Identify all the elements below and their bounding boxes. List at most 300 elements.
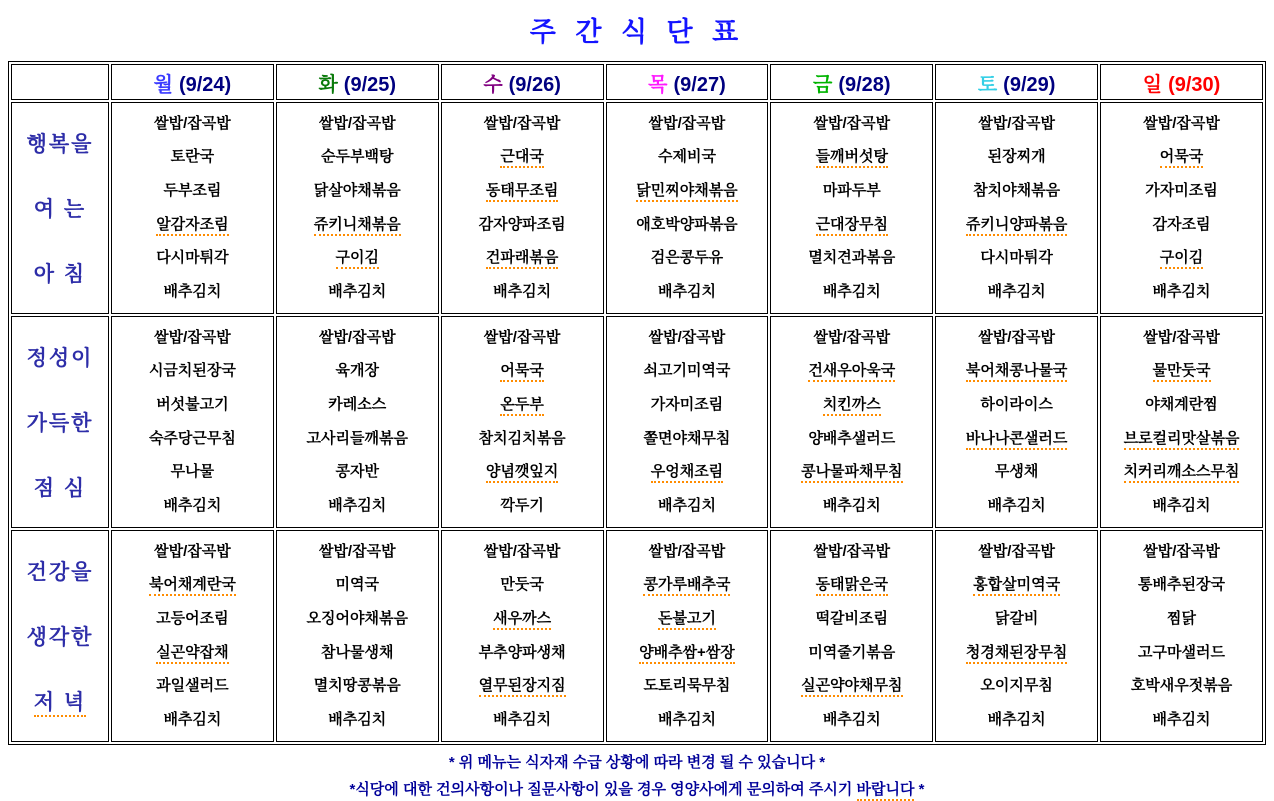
menu-item-text: 무생채 [994, 463, 1039, 481]
menu-item [607, 430, 768, 448]
menu-item-text: 쌀밥/잡곡밥 [978, 542, 1055, 560]
menu-item-text: 근대장무침 [816, 216, 888, 236]
menu-item-text: 깍두기 [500, 497, 544, 515]
menu-item-text: 쌀밥/잡곡밥 [1143, 328, 1220, 346]
day-header-cell [1100, 64, 1263, 100]
menu-item [936, 362, 1097, 380]
menu-item-text: 두부조림 [163, 182, 222, 200]
meal-section-label-text: 정성이 [26, 346, 94, 370]
meal-section-row [11, 102, 1263, 314]
menu-item-text: 마파두부 [822, 182, 881, 200]
menu-cell [1100, 530, 1263, 742]
menu-item [277, 182, 438, 200]
menu-item [442, 644, 603, 662]
menu-item-text: 무나물 [170, 463, 215, 481]
menu-item-text: 알감자조림 [156, 216, 228, 236]
menu-item-text: 검은콩두유 [650, 249, 724, 267]
menu-item [607, 576, 768, 594]
menu-item [442, 396, 603, 414]
menu-item-text: 배추김치 [493, 711, 552, 729]
menu-item [771, 497, 932, 515]
menu-cell [1100, 316, 1263, 528]
menu-item [771, 610, 932, 628]
menu-item [277, 430, 438, 448]
menu-cell-content [442, 533, 603, 739]
menu-item-text: 부추양파생채 [478, 643, 566, 661]
menu-item-text: 카레소스 [328, 396, 387, 414]
menu-item-text: 쌀밥/잡곡밥 [813, 328, 891, 346]
menu-item-text: 양념깻잎지 [486, 463, 558, 483]
meal-section-label-text: 여 는 [33, 197, 87, 221]
menu-item [771, 463, 932, 481]
day-name-label: 일 [1142, 73, 1163, 96]
menu-item-text: 찜닭 [1167, 610, 1197, 628]
menu-item-text: 북어채계란국 [149, 576, 236, 596]
menu-item-text: 콩가루배추국 [643, 576, 730, 596]
menu-cell [606, 102, 769, 314]
menu-item [442, 362, 603, 380]
menu-item [1101, 396, 1262, 414]
menu-item-text: 근대국 [500, 148, 543, 168]
menu-item [1101, 115, 1262, 133]
menu-item-text: 배추김치 [657, 283, 716, 301]
menu-item [277, 711, 438, 729]
menu-item [112, 283, 273, 301]
menu-item-text: 닭살야채볶음 [313, 182, 401, 200]
menu-item [112, 677, 273, 695]
menu-item [277, 610, 438, 628]
menu-item [442, 677, 603, 695]
menu-item [1101, 362, 1262, 380]
menu-cell-content [112, 105, 273, 311]
menu-cell-content [936, 105, 1097, 311]
menu-item [771, 216, 932, 234]
menu-cell-content [112, 533, 273, 739]
menu-item [936, 711, 1097, 729]
menu-cell-content [277, 105, 438, 311]
menu-item [936, 249, 1097, 267]
menu-item [1101, 283, 1262, 301]
menu-item-text: 양배추쌈+쌈장 [639, 644, 735, 664]
corner-cell [11, 64, 109, 100]
menu-item-text: 미역줄기볶음 [808, 643, 896, 661]
menu-item-text: 배추김치 [1152, 283, 1211, 301]
meal-section-label [12, 110, 108, 306]
menu-cell-content [771, 319, 932, 525]
menu-cell-content [936, 533, 1097, 739]
menu-item [277, 249, 438, 267]
menu-item-text: 배추김치 [1152, 497, 1211, 515]
menu-cell-content [1101, 105, 1262, 311]
menu-item-text: 배추김치 [328, 497, 387, 515]
menu-item [936, 182, 1097, 200]
menu-item-text: 배추김치 [987, 497, 1046, 515]
meal-section-label-cell [11, 102, 109, 314]
meal-section-label-line [12, 342, 108, 372]
menu-item [112, 216, 273, 234]
menu-item-text: 배추김치 [1152, 711, 1211, 729]
menu-item-text: 양배추샐러드 [808, 429, 896, 447]
menu-cell-content [771, 105, 932, 311]
menu-cell [770, 102, 933, 314]
menu-item-text: 쥬키니양파볶음 [966, 216, 1067, 236]
menu-item-text: 실곤약야채무침 [801, 677, 902, 697]
menu-item-text: 배추김치 [822, 283, 881, 301]
menu-item-text: 쌀밥/잡곡밥 [483, 114, 561, 132]
menu-item-text: 쌀밥/잡곡밥 [978, 114, 1055, 132]
menu-item [936, 610, 1097, 628]
day-date-label: (9/24) [178, 73, 232, 96]
menu-item-text: 치킨까스 [823, 396, 881, 416]
menu-item [112, 644, 273, 662]
menu-cell-content [936, 319, 1097, 525]
menu-item [112, 576, 273, 594]
menu-item [607, 148, 768, 166]
menu-item [936, 644, 1097, 662]
menu-item [112, 711, 273, 729]
menu-item [442, 497, 603, 515]
meal-section-label-line [12, 472, 108, 502]
menu-cell [111, 530, 274, 742]
day-date-label: (9/26) [508, 73, 561, 96]
menu-item-text: 오이지무침 [980, 677, 1053, 695]
menu-cell [770, 316, 933, 528]
menu-cell-content [277, 319, 438, 525]
menu-item [442, 283, 603, 301]
menu-cell [606, 530, 769, 742]
menu-item-text: 야채계란찜 [1145, 396, 1218, 414]
menu-item [442, 711, 603, 729]
menu-item [771, 115, 932, 133]
menu-item [607, 216, 768, 234]
menu-item [1101, 182, 1262, 200]
meal-section-label-cell [11, 530, 109, 742]
menu-item-text: 콩나물파채무침 [801, 463, 902, 483]
menu-cell [770, 530, 933, 742]
menu-item-text: 쌀밥/잡곡밥 [648, 542, 726, 560]
menu-item [607, 463, 768, 481]
menu-item [1101, 463, 1262, 481]
menu-item [771, 543, 932, 561]
meal-section-row [11, 316, 1263, 528]
menu-item-text: 멸치땅콩볶음 [313, 677, 401, 695]
menu-item [442, 610, 603, 628]
menu-item [771, 283, 932, 301]
menu-item [607, 644, 768, 662]
menu-item [1101, 677, 1262, 695]
menu-item [277, 283, 438, 301]
menu-item [277, 115, 438, 133]
meal-section-label-line [12, 128, 108, 158]
menu-item [442, 182, 603, 200]
menu-cell-content [112, 319, 273, 525]
menu-item [771, 362, 932, 380]
footnote-text: 바랍니다 [857, 781, 915, 801]
menu-cell-content [442, 319, 603, 525]
menu-item [112, 249, 273, 267]
menu-item-text: 미역국 [335, 576, 379, 594]
menu-item-text: 멸치견과볶음 [808, 249, 896, 267]
menu-item-text: 참치야채볶음 [973, 182, 1061, 200]
menu-item-text: 다시마튀각 [156, 249, 229, 267]
footnote-line [0, 751, 1274, 772]
menu-item-text: 쌀밥/잡곡밥 [154, 114, 231, 132]
menu-item [771, 576, 932, 594]
footnote-line [0, 778, 1274, 799]
menu-item-text: 쌀밥/잡곡밥 [1143, 542, 1220, 560]
menu-item [936, 497, 1097, 515]
menu-item [771, 148, 932, 166]
menu-item [936, 283, 1097, 301]
menu-item [607, 711, 768, 729]
menu-item [771, 249, 932, 267]
menu-item-text: 북어채콩나물국 [966, 362, 1067, 382]
menu-item-text: 오징어야채볶음 [306, 610, 408, 628]
menu-item [442, 463, 603, 481]
day-date-label: (9/30) [1168, 73, 1221, 96]
menu-item-text: 쥬키니채볶음 [314, 216, 401, 236]
day-header-cell [276, 64, 439, 100]
day-header-cell [606, 64, 769, 100]
menu-cell-content [1101, 533, 1262, 739]
menu-item-text: 닭갈비 [994, 610, 1039, 628]
meal-section-row [11, 530, 1263, 742]
day-header-cell [441, 64, 604, 100]
menu-item [1101, 610, 1262, 628]
menu-cell-content [771, 533, 932, 739]
menu-item-text: 우엉채조림 [651, 463, 723, 483]
meal-section-label-text: 건강을 [26, 560, 94, 584]
menu-item-text: 배추김치 [328, 283, 387, 301]
menu-item-text: 도토리묵무침 [643, 677, 731, 695]
menu-item [936, 148, 1097, 166]
day-name-label: 목 [648, 73, 668, 96]
menu-item-text: 열무된장지짐 [479, 677, 566, 697]
menu-item-text: 배추김치 [328, 711, 387, 729]
menu-item [936, 396, 1097, 414]
menu-item-text: 배추김치 [163, 283, 222, 301]
menu-item-text: 쌀밥/잡곡밥 [318, 328, 396, 346]
menu-item-text: 동태무조림 [486, 182, 558, 202]
menu-item [112, 463, 273, 481]
menu-item [277, 362, 438, 380]
menu-cell [441, 530, 604, 742]
menu-item-text: 쌀밥/잡곡밥 [483, 542, 561, 560]
menu-item-text: 감자양파조림 [478, 215, 566, 233]
menu-item-text: 배추김치 [987, 283, 1046, 301]
menu-item [607, 396, 768, 414]
menu-item [277, 543, 438, 561]
menu-cell [441, 316, 604, 528]
menu-item [112, 430, 273, 448]
day-date-label: (9/25) [343, 73, 397, 96]
footnote-text: * [914, 781, 925, 798]
menu-cell-content [607, 533, 768, 739]
menu-item-text: 고사리들깨볶음 [306, 429, 408, 447]
menu-cell [935, 102, 1098, 314]
menu-item-text: 건새우아욱국 [808, 362, 895, 382]
menu-cell [1100, 102, 1263, 314]
meal-section-label-text: 가득한 [26, 411, 94, 435]
menu-item [607, 677, 768, 695]
menu-item-text: 가자미조림 [1145, 182, 1218, 200]
menu-item-text: 청경채된장무침 [966, 644, 1067, 664]
menu-cell-content [607, 105, 768, 311]
menu-item [771, 182, 932, 200]
meal-section-label-line [12, 407, 108, 437]
menu-item [607, 115, 768, 133]
menu-item [112, 329, 273, 347]
menu-item [1101, 497, 1262, 515]
menu-item [936, 216, 1097, 234]
menu-item [442, 216, 603, 234]
menu-item [607, 497, 768, 515]
menu-item-text: 육개장 [335, 362, 379, 380]
menu-item [607, 362, 768, 380]
menu-item-text: 바나나콘샐러드 [966, 430, 1067, 450]
menu-item [442, 249, 603, 267]
menu-item [936, 115, 1097, 133]
menu-item [936, 543, 1097, 561]
menu-item [607, 543, 768, 561]
menu-item [442, 148, 603, 166]
menu-cell [935, 530, 1098, 742]
menu-item-text: 참치김치볶음 [478, 429, 566, 447]
menu-cell-content [277, 533, 438, 739]
menu-item-text: 콩자반 [335, 463, 379, 481]
menu-item-text: 새우까스 [493, 610, 551, 630]
menu-item [936, 329, 1097, 347]
menu-item [936, 576, 1097, 594]
menu-cell [276, 102, 439, 314]
menu-item [277, 677, 438, 695]
menu-item [277, 576, 438, 594]
menu-item [1101, 644, 1262, 662]
menu-item [112, 362, 273, 380]
meal-section-label [12, 538, 108, 734]
menu-item [1101, 216, 1262, 234]
menu-item [771, 677, 932, 695]
day-header-cell [935, 64, 1098, 100]
meal-section-label-line [12, 258, 108, 288]
header-row [11, 64, 1263, 100]
menu-item [607, 610, 768, 628]
menu-item [607, 329, 768, 347]
menu-item-text: 고구마샐러드 [1138, 643, 1225, 661]
menu-cell [276, 316, 439, 528]
menu-item-text: 호박새우젓볶음 [1130, 677, 1233, 695]
meal-section-label-text: 아 침 [33, 263, 87, 287]
menu-item [112, 115, 273, 133]
menu-item-text: 시금치된장국 [148, 362, 236, 380]
menu-item-text: 쌀밥/잡곡밥 [648, 328, 726, 346]
menu-item [442, 329, 603, 347]
menu-item-text: 된장찌개 [987, 148, 1046, 166]
menu-item-text: 브로컬리맛살볶음 [1124, 430, 1240, 450]
menu-item-text: 만둣국 [500, 576, 544, 594]
meal-section-label-line [12, 686, 108, 716]
menu-item-text: 순두부백탕 [321, 148, 394, 166]
meal-section-label-text: 행복을 [26, 132, 94, 156]
menu-item-text: 쌀밥/잡곡밥 [154, 328, 231, 346]
menu-item-text: 쌀밥/잡곡밥 [813, 542, 891, 560]
menu-item-text: 애호박양파볶음 [636, 215, 738, 233]
menu-item [277, 396, 438, 414]
menu-item [936, 677, 1097, 695]
menu-cell [276, 530, 439, 742]
day-name-label: 수 [483, 73, 503, 96]
menu-item-text: 쌀밥/잡곡밥 [1143, 114, 1220, 132]
day-date-label: (9/28) [838, 73, 891, 96]
menu-item-text: 실곤약잡채 [156, 644, 228, 664]
menu-item-text: 들깨버섯탕 [816, 148, 888, 168]
menu-item-text: 쌀밥/잡곡밥 [813, 114, 891, 132]
menu-item [1101, 430, 1262, 448]
menu-item [442, 576, 603, 594]
day-header-cell [770, 64, 933, 100]
menu-item [112, 543, 273, 561]
menu-cell [606, 316, 769, 528]
menu-item-text: 닭민찌야채볶음 [636, 182, 737, 202]
meal-section-label-text: 점 심 [33, 477, 87, 501]
menu-item [771, 644, 932, 662]
menu-item-text: 토란국 [170, 148, 215, 166]
menu-item-text: 쌀밥/잡곡밥 [978, 328, 1055, 346]
menu-item-text: 치커리깨소스무침 [1124, 463, 1240, 483]
menu-item-text: 버섯불고기 [156, 396, 229, 414]
menu-item [112, 396, 273, 414]
day-name-label: 화 [318, 73, 338, 96]
meal-section-label-line [12, 193, 108, 223]
menu-item-text: 배추김치 [657, 497, 716, 515]
menu-item-text: 쫄면야채무침 [643, 429, 731, 447]
meal-section-label-line [12, 621, 108, 651]
menu-item-text: 동태맑은국 [816, 576, 888, 596]
menu-item [277, 463, 438, 481]
menu-item [1101, 329, 1262, 347]
menu-item-text: 쌀밥/잡곡밥 [154, 542, 231, 560]
menu-item [277, 644, 438, 662]
menu-item [1101, 711, 1262, 729]
menu-item [1101, 148, 1262, 166]
menu-cell [935, 316, 1098, 528]
menu-item-text: 고등어조림 [156, 610, 229, 628]
menu-item-text: 쌀밥/잡곡밥 [318, 114, 396, 132]
menu-item [277, 497, 438, 515]
menu-item-text: 떡갈비조림 [815, 610, 889, 628]
menu-item [1101, 543, 1262, 561]
meal-section-label-line [12, 556, 108, 586]
menu-item-text: 배추김치 [493, 283, 552, 301]
menu-item [607, 182, 768, 200]
menu-cell [441, 102, 604, 314]
menu-item [607, 249, 768, 267]
menu-cell-content [1101, 319, 1262, 525]
menu-item [112, 497, 273, 515]
menu-item-text: 통배추된장국 [1138, 576, 1225, 594]
menu-item-text: 배추김치 [987, 711, 1046, 729]
page-title: 주 간 식 단 표 [529, 17, 745, 47]
day-name-label: 금 [813, 73, 833, 96]
menu-item [1101, 576, 1262, 594]
menu-item [277, 148, 438, 166]
menu-item-text: 쌀밥/잡곡밥 [483, 328, 561, 346]
menu-item [112, 182, 273, 200]
menu-cell [111, 102, 274, 314]
footnote-text: * 위 메뉴는 식자재 수급 상황에 따라 변경 될 수 있습니다 * [448, 754, 826, 771]
menu-item-text: 온두부 [500, 396, 543, 416]
menu-item-text: 쇠고기미역국 [643, 362, 731, 380]
